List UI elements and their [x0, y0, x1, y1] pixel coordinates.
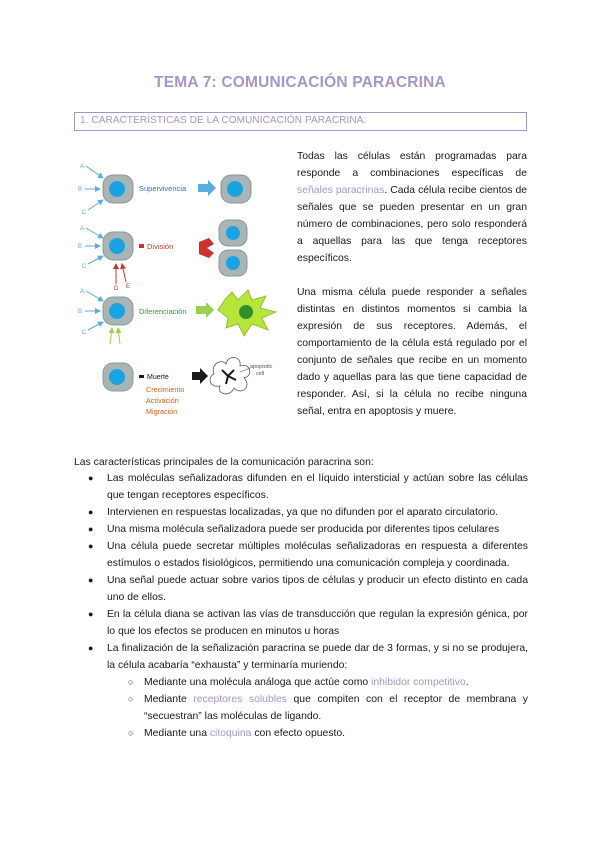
sub-text: Mediante una molécula análoga que actúe como [144, 677, 372, 688]
result-arrow [199, 238, 214, 258]
signal-label-c: C [82, 330, 87, 336]
signal-arrow [86, 291, 103, 301]
list-item: ● En la célula diana se activan las vías de transducción que regulan la expresión génica, por lo que los efectos se producen en minutos u horas [74, 606, 528, 640]
sub-list-item [107, 674, 528, 691]
apoptotic-cell [210, 357, 250, 394]
signal-label-a: A [80, 226, 85, 232]
sub-text: que compiten con el receptor de membrana y “secuestran” las moléculas de ligando. [144, 694, 528, 722]
row-death [103, 357, 273, 416]
row-division [78, 220, 247, 292]
sub-list-item [107, 691, 528, 725]
highlight-term: receptores solubles [193, 694, 287, 705]
signal-arrow [88, 322, 103, 330]
signal-arrow [86, 166, 103, 178]
intro-paragraph-2: Una misma célula puede responder a señales distintas en distintos momentos si cambia la expresión de sus receptores. Además, el comportamiento de la célula está regulado por el conjunto de señales que recibe en un momento dado y aquellas para las que tiene capacidad de responder. Así, si la célula no recibe ninguna señal, entra en apoptosis y muere. [297, 287, 527, 417]
label-cell: cell [256, 371, 265, 377]
label-activacion: Activación [146, 396, 179, 405]
label-crecimiento: Crecimiento [146, 385, 185, 394]
result-arrow [198, 180, 216, 196]
list-item: ● Intervienen en respuestas localizadas, ya que no difunden por el aparato circulatorio. [74, 504, 528, 521]
signal-arrow [86, 228, 103, 238]
label-supervivencia: Supervivencia [139, 184, 187, 193]
cell-nucleus [109, 303, 125, 319]
highlight-term: citoquina [209, 728, 252, 739]
list-item-termination [74, 640, 528, 742]
signal-label-c: C [82, 210, 87, 216]
list-item: ● Una célula puede secretar múltiples moléculas señalizadoras en respuesta a diferentes estímulos o estados fisiológicos, permitiendo una comunicación compleja y coordinada. [74, 538, 528, 572]
cell-nucleus [109, 238, 125, 254]
list-item-text: La finalización de la señalización paracrina se puede dar de 3 formas, y si no se produjera, la célula acabaría “exhausta” y terminaría muriendo: [107, 643, 528, 671]
label-apoptotic: apoptotic [250, 364, 273, 370]
result-arrow [196, 302, 214, 318]
highlight-term: señales paracrinas [297, 185, 385, 196]
label-muerte: Muerte [147, 374, 169, 381]
cell-signaling-figure [76, 158, 284, 428]
page-title: TEMA 7: COMUNICACIÓN PARACRINA [154, 74, 446, 91]
cell-nucleus [226, 226, 240, 240]
signal-label-b: B [78, 309, 83, 315]
label-diferenciacion: Diferenciación [139, 307, 187, 316]
signal-label-d: D [114, 286, 119, 292]
cell-nucleus [239, 305, 253, 319]
signal-arrow [122, 264, 126, 282]
intro-text: Todas las células están programadas para responde a combinaciones específicas de [297, 151, 527, 179]
signal-label-c: C [82, 264, 87, 270]
characteristics-list [74, 470, 528, 742]
cell-signaling-diagram [76, 158, 284, 428]
sub-list-item [107, 725, 528, 742]
bullet-mark [139, 375, 144, 378]
signal-arrow [88, 256, 103, 264]
bullet-mark [139, 244, 144, 248]
signal-label-b: B [78, 187, 83, 193]
section-heading: 1. CARACTERÍSTICAS DE LA COMUNICACIÓN PARACRINA: [74, 112, 527, 131]
termination-sublist [107, 674, 528, 742]
result-arrow [192, 368, 208, 384]
sub-text: Mediante una [144, 728, 210, 739]
signal-arrow [118, 328, 120, 344]
cell-nucleus [226, 256, 240, 270]
row-differentiation [78, 289, 276, 344]
row-survival [78, 164, 251, 216]
list-lead: Las características principales de la comunicación paracrina son: [74, 457, 374, 468]
signal-label-e: E [126, 284, 131, 290]
signal-arrow [110, 328, 112, 344]
highlight-term: inhibidor competitivo [371, 677, 466, 688]
intro-paragraph-1 [297, 148, 527, 267]
sub-text: con efecto opuesto. [251, 728, 346, 739]
intro-text: . Cada célula recibe cientos de señales que se pueden presentar en un gran número de combinaciones, pero solo responderá a aquellas para las que tenga receptores específicos. [297, 185, 528, 264]
signal-label-b: B [78, 244, 83, 250]
signal-label-a: A [80, 164, 85, 170]
cell-nucleus [227, 181, 243, 197]
signal-label-a: A [80, 289, 85, 295]
cell-nucleus [109, 369, 125, 385]
cell-nucleus [109, 181, 125, 197]
label-migracion: Migración [146, 407, 178, 416]
sub-text: . [465, 677, 469, 688]
sub-text: Mediante [144, 694, 194, 705]
list-item: ● Una misma molécula señalizadora puede ser producida por diferentes tipos celulares [74, 521, 528, 538]
list-item: ● Una señal puede actuar sobre varios tipos de células y producir un efecto distinto en cada uno de ellos. [74, 572, 528, 606]
signal-arrow [88, 200, 103, 210]
list-item: ● Las moléculas señalizadoras difunden en el líquido intersticial y actúan sobre las células que tengan receptores específicos. [74, 470, 528, 504]
label-division: División [147, 242, 174, 251]
